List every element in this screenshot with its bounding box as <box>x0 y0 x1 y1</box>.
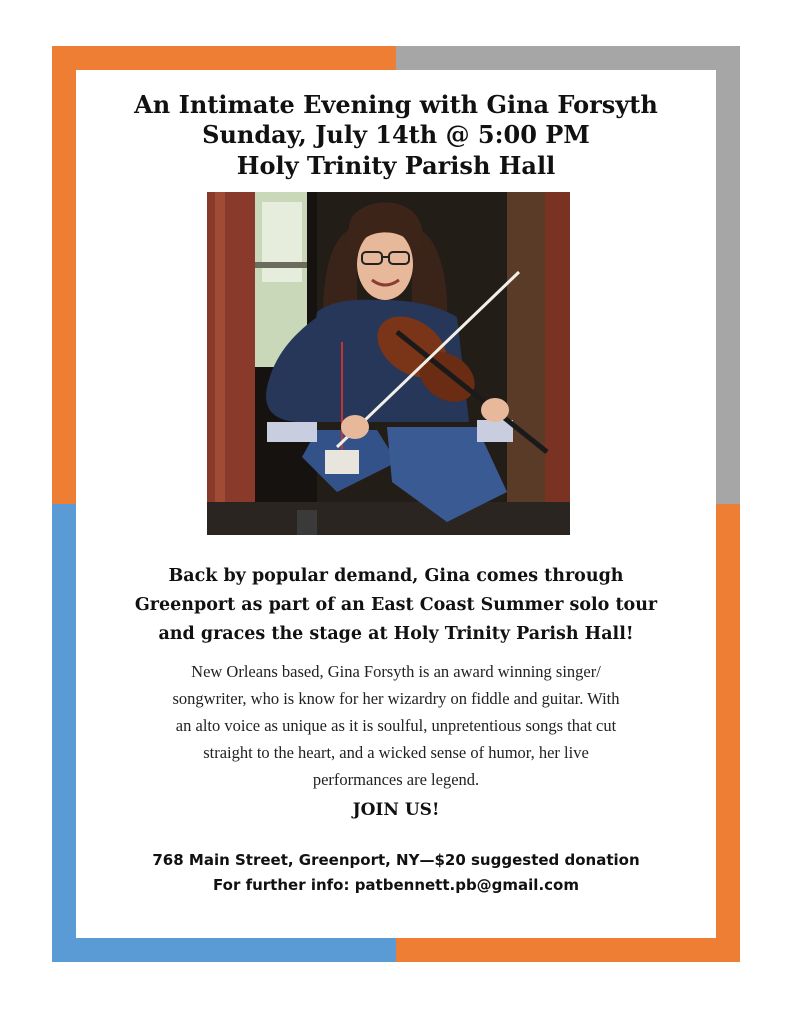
frame-left-bottom <box>52 504 76 962</box>
description-line: songwriter, who is know for her wizardry on fiddle and guitar. With <box>172 689 620 708</box>
description-line: performances are legend. <box>312 770 480 789</box>
description-line: straight to the heart, and a wicked sense of humor, her live <box>203 743 589 762</box>
address-and-donation: 768 Main Street, Greenport, NY—$20 suggested donation <box>152 851 640 869</box>
frame-right-bottom <box>716 504 740 962</box>
description-line: an alto voice as unique as it is soulful, unpretentious songs that cut <box>175 716 617 735</box>
event-title: An Intimate Evening with Gina Forsyth <box>134 90 658 119</box>
frame-top-right <box>396 46 740 70</box>
frame-right-top <box>716 46 740 504</box>
event-venue: Holy Trinity Parish Hall <box>236 151 556 180</box>
contact-info: For further info: patbennett.pb@gmail.com <box>213 876 579 894</box>
frame-top-left <box>52 46 396 70</box>
frame-left-top <box>52 46 76 504</box>
description-line: New Orleans based, Gina Forsyth is an award winning singer/ <box>191 662 601 681</box>
lead-text-line: Greenport as part of an East Coast Summer solo tour <box>134 595 658 615</box>
frame-bottom-right <box>396 938 740 962</box>
performer-photo <box>207 192 570 535</box>
event-date: Sunday, July 14th @ 5:00 PM <box>202 120 590 149</box>
frame-bottom-left <box>52 938 396 962</box>
call-to-action: JOIN US! <box>352 800 440 820</box>
flyer-content <box>76 70 716 938</box>
lead-text-line: Back by popular demand, Gina comes through <box>168 566 624 586</box>
lead-text-line: and graces the stage at Holy Trinity Parish Hall! <box>158 624 634 644</box>
